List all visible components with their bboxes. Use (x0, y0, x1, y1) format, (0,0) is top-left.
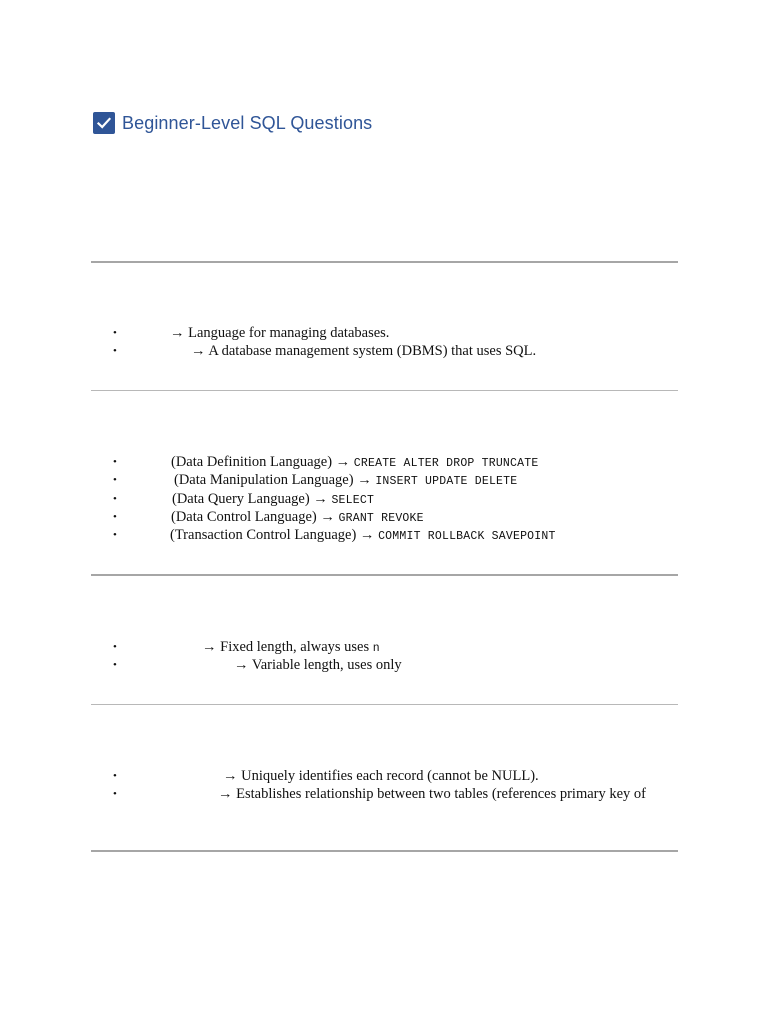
code-keywords: n (372, 642, 380, 655)
list-item-text: → Uniquely identifies each record (cannot be NULL). (223, 768, 539, 784)
list-item-text: → Language for managing databases. (170, 325, 390, 341)
list-item-text: (Data Query Language) → SELECT (172, 490, 375, 507)
list-item (0, 471, 768, 489)
bullet-icon: • (113, 492, 117, 505)
list-item (0, 656, 768, 674)
section-heading (93, 111, 372, 135)
divider (91, 261, 678, 263)
code-keywords: INSERT UPDATE DELETE (375, 475, 518, 489)
code-keywords: GRANT REVOKE (338, 511, 424, 525)
bullet-icon: • (113, 770, 117, 782)
list-item (0, 785, 768, 803)
bullet-icon: • (113, 641, 117, 653)
divider (91, 390, 678, 391)
bullet-list-char-varchar (0, 638, 768, 675)
list-item (0, 508, 768, 526)
bullet-icon: • (113, 345, 117, 358)
bullet-list-sql-commands (0, 453, 768, 544)
code-keywords: CREATE ALTER DROP TRUNCATE (353, 457, 539, 470)
list-item (0, 638, 768, 656)
bullet-icon: • (113, 659, 117, 672)
list-item (0, 526, 768, 544)
list-item-text: → A database management system (DBMS) that uses SQL. (191, 343, 537, 360)
bullet-list-sql-vs-dbms (0, 324, 768, 361)
list-item-text: (Data Manipulation Language) → INSERT UPDATE DELETE (174, 472, 518, 489)
divider (91, 850, 678, 852)
list-item-text: → Fixed length, always uses n (202, 639, 380, 655)
list-item-text: (Data Control Language) → GRANT REVOKE (171, 508, 424, 525)
code-keywords: SELECT (331, 493, 375, 507)
list-item (0, 767, 768, 785)
list-item (0, 490, 768, 508)
bullet-icon: • (113, 510, 117, 523)
checkbox-checked-icon (93, 112, 115, 134)
heading-title: Beginner-Level SQL Questions (122, 112, 373, 133)
list-item (0, 453, 768, 471)
bullet-icon: • (113, 474, 117, 487)
bullet-icon: • (113, 788, 117, 801)
code-keywords: COMMIT ROLLBACK SAVEPOINT (378, 530, 556, 544)
list-item-text: → Establishes relationship between two tables (references primary key of (218, 786, 647, 803)
list-item-text: (Transaction Control Language) → COMMIT ROLLBACK SAVEPOINT (170, 527, 556, 544)
list-item (0, 342, 768, 360)
list-item (0, 324, 768, 342)
divider (91, 574, 678, 576)
list-item-text: (Data Definition Language) → CREATE ALTER DROP TRUNCATE (171, 454, 539, 470)
bullet-icon: • (113, 529, 117, 542)
divider (91, 704, 678, 705)
bullet-icon: • (113, 327, 117, 339)
list-item-text: → Variable length, uses only (234, 657, 402, 674)
bullet-list-keys (0, 767, 768, 804)
bullet-icon: • (113, 456, 117, 468)
